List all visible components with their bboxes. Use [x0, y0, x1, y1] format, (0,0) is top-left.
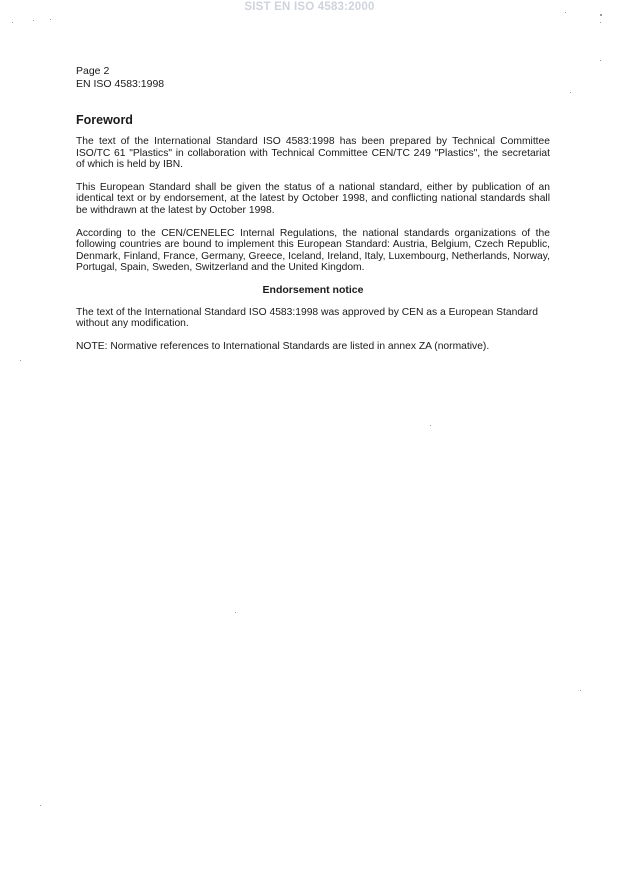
- scan-speck: [235, 612, 236, 613]
- scan-speck: [600, 22, 601, 23]
- scan-speck: [570, 92, 571, 93]
- watermark: SIST EN ISO 4583:2000: [244, 1, 375, 13]
- scan-speck: [40, 805, 41, 806]
- scan-speck: [50, 19, 51, 20]
- scan-speck: [12, 22, 13, 23]
- page-number: Page 2: [76, 65, 110, 77]
- standard-reference: EN ISO 4583:1998: [76, 77, 165, 90]
- scan-speck: [565, 12, 566, 13]
- foreword-paragraph-2: This European Standard shall be given the status of a national standard, either by publication of an identical text or by endorsement, at the latest by October 1998, and conflicting national standards shall be withdrawn at the latest by October 1998.: [76, 181, 550, 216]
- document-body: [76, 113, 550, 363]
- foreword-paragraph-3: According to the CEN/CENELEC Internal Regulations, the national standards organizations of the following countries are bound to implement this European Standard: Austria, Belgium, Czech Republic, Denmark, Finland, France, Germany, Greece, Iceland, Ireland, Italy, Luxembourg, Netherlands, Norway, Portugal, Spain, Sweden, Switzerland and the United Kingdom.: [76, 227, 550, 274]
- foreword-heading: Foreword: [76, 113, 133, 127]
- normative-note: NOTE: Normative references to International Standards are listed in annex ZA (normative).: [76, 340, 490, 352]
- scan-speck: [430, 425, 431, 426]
- scan-speck: [600, 14, 602, 16]
- page-header: [76, 65, 164, 90]
- endorsement-heading: Endorsement notice: [262, 283, 364, 296]
- foreword-paragraph-1: The text of the International Standard ISO 4583:1998 has been prepared by Technical Committee ISO/TC 61 "Plastics" in collaboration with Technical Committee CEN/TC 249 "Plastics", the secretariat of which is held by IBN.: [76, 136, 550, 171]
- scan-speck: [33, 20, 34, 21]
- scan-speck: [580, 690, 581, 691]
- scan-speck: [600, 60, 601, 61]
- endorsement-paragraph: The text of the International Standard ISO 4583:1998 was approved by CEN as a European Standard without any modification.: [76, 306, 538, 330]
- scan-speck: [20, 360, 21, 361]
